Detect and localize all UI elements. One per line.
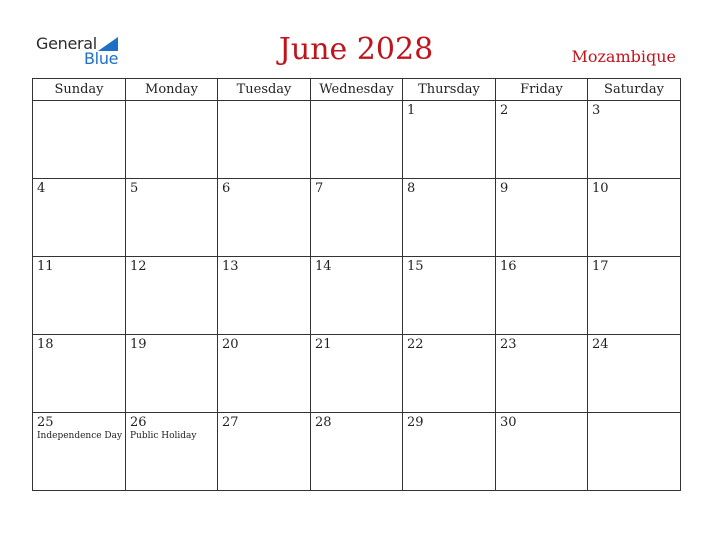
- day-number: 16: [500, 259, 517, 274]
- day-cell: [311, 101, 403, 179]
- day-number: 23: [500, 337, 517, 352]
- day-number: 15: [407, 259, 424, 274]
- day-cell: [218, 257, 311, 335]
- day-cell: [496, 335, 588, 413]
- day-cell: [311, 179, 403, 257]
- day-number: [311, 101, 402, 103]
- day-cell: [588, 179, 681, 257]
- day-number: 7: [315, 181, 324, 196]
- day-cell: [311, 413, 403, 491]
- day-cell: [126, 257, 218, 335]
- day-number: 24: [592, 337, 609, 352]
- day-number: 9: [500, 181, 509, 196]
- day-cell: [33, 101, 126, 179]
- day-cell: [496, 101, 588, 179]
- day-number: [588, 413, 680, 415]
- day-cell: [588, 413, 681, 491]
- day-number: 29: [407, 415, 424, 430]
- day-number: [126, 101, 217, 103]
- day-cell: [403, 257, 496, 335]
- day-number: 10: [592, 181, 609, 196]
- day-cell: [496, 179, 588, 257]
- day-cell: [496, 257, 588, 335]
- day-cell: [311, 257, 403, 335]
- weekday-header: Thursday: [403, 79, 496, 101]
- day-number: 14: [315, 259, 332, 274]
- holiday-label: Public Holiday: [130, 431, 197, 441]
- weekday-header: Sunday: [33, 79, 126, 101]
- day-number: 1: [407, 103, 416, 118]
- day-number: [33, 101, 125, 103]
- weekday-header: Saturday: [588, 79, 681, 101]
- day-number: 19: [130, 337, 147, 352]
- week-row: [33, 257, 681, 335]
- day-number: 6: [222, 181, 231, 196]
- day-number: 4: [37, 181, 46, 196]
- day-number: 30: [500, 415, 517, 430]
- week-row: [33, 101, 681, 179]
- day-cell: [496, 413, 588, 491]
- weekday-header: Wednesday: [311, 79, 403, 101]
- day-cell: [33, 413, 126, 491]
- day-cell: [218, 413, 311, 491]
- day-cell: [218, 335, 311, 413]
- day-number: 2: [500, 103, 509, 118]
- country-name: Mozambique: [571, 47, 676, 66]
- day-cell: [588, 101, 681, 179]
- day-number: 21: [315, 337, 332, 352]
- week-row: [33, 335, 681, 413]
- calendar-grid: [32, 78, 681, 491]
- weekday-header: Tuesday: [218, 79, 311, 101]
- day-cell: [126, 101, 218, 179]
- week-row: [33, 179, 681, 257]
- calendar-title: June 2028: [278, 32, 434, 67]
- day-cell: [218, 101, 311, 179]
- logo-text-blue: Blue: [84, 49, 119, 68]
- day-number: 25: [37, 415, 54, 430]
- logo-text-general: General: [36, 34, 97, 53]
- weekday-header-row: [33, 79, 681, 101]
- holiday-label: Independence Day: [37, 431, 123, 441]
- day-cell: [126, 335, 218, 413]
- day-number: 26: [130, 415, 147, 430]
- day-number: 11: [37, 259, 54, 274]
- day-cell: [33, 335, 126, 413]
- weekday-header: Monday: [126, 79, 218, 101]
- day-number: 22: [407, 337, 424, 352]
- day-cell: [126, 179, 218, 257]
- day-cell: [311, 335, 403, 413]
- weekday-header: Friday: [496, 79, 588, 101]
- day-cell: [33, 179, 126, 257]
- day-number: 8: [407, 181, 416, 196]
- day-number: 5: [130, 181, 139, 196]
- day-number: 17: [592, 259, 609, 274]
- day-cell: [126, 413, 218, 491]
- day-number: 27: [222, 415, 239, 430]
- day-cell: [588, 257, 681, 335]
- day-cell: [218, 179, 311, 257]
- day-number: 12: [130, 259, 147, 274]
- day-cell: [33, 257, 126, 335]
- day-cell: [403, 335, 496, 413]
- day-number: 13: [222, 259, 239, 274]
- week-row: [33, 413, 681, 491]
- day-number: 28: [315, 415, 332, 430]
- day-cell: [403, 179, 496, 257]
- day-number: 18: [37, 337, 54, 352]
- day-number: 20: [222, 337, 239, 352]
- day-cell: [403, 413, 496, 491]
- day-number: 3: [592, 103, 601, 118]
- day-cell: [588, 335, 681, 413]
- day-number: [218, 101, 310, 103]
- day-cell: [403, 101, 496, 179]
